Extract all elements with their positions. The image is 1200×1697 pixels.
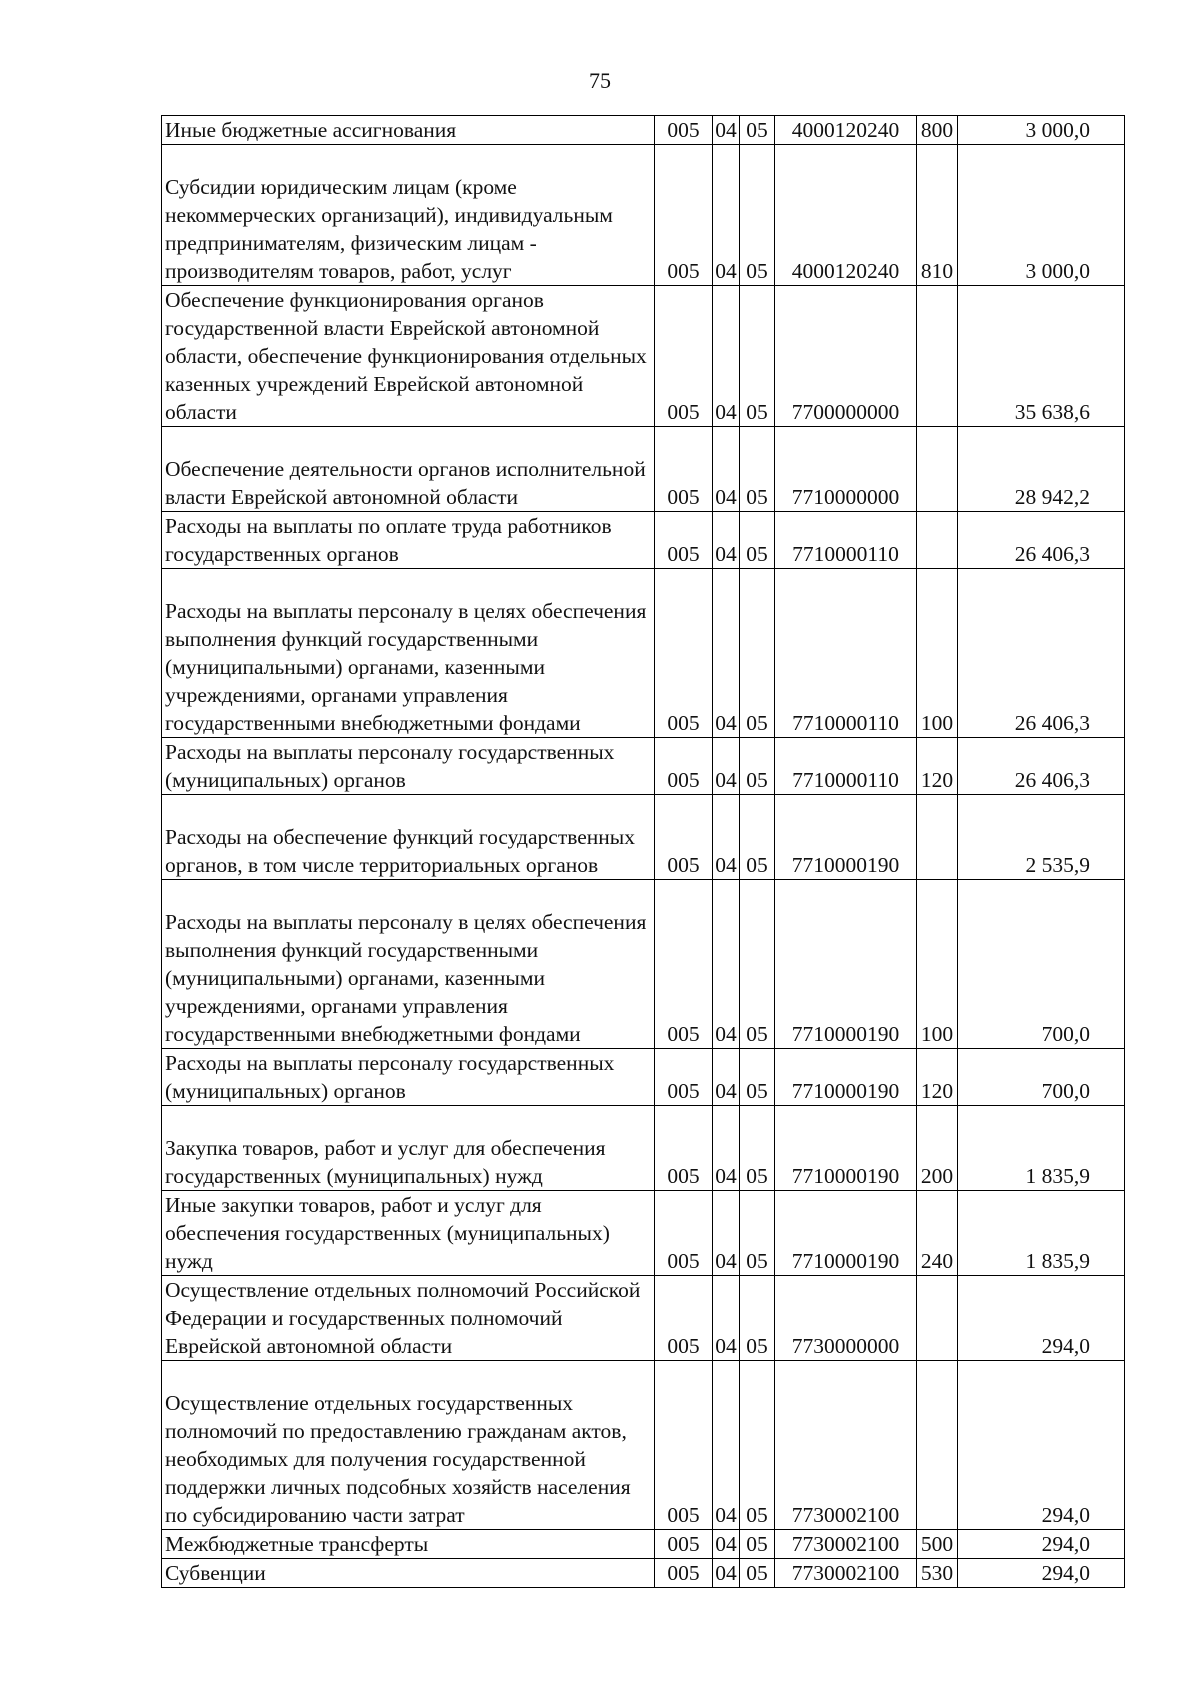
row-csr-code: 7710000190 <box>775 1106 917 1191</box>
table-row <box>162 569 1125 738</box>
row-csr-code: 7700000000 <box>775 286 917 427</box>
row-rz-code: 04 <box>713 738 740 795</box>
row-rz-code: 04 <box>713 1276 740 1361</box>
row-name: Расходы на выплаты персоналу государственных (муниципальных) органов <box>162 738 655 795</box>
table-row <box>162 1191 1125 1276</box>
row-pr-code: 05 <box>740 116 775 145</box>
row-vr-code <box>917 1361 958 1530</box>
row-pr-code: 05 <box>740 145 775 286</box>
row-amount: 3 000,0 <box>958 145 1125 286</box>
row-vr-code: 800 <box>917 116 958 145</box>
row-rz-code: 04 <box>713 880 740 1049</box>
row-csr-code: 7710000190 <box>775 1191 917 1276</box>
table-row <box>162 738 1125 795</box>
row-pr-code: 05 <box>740 1276 775 1361</box>
row-amount: 294,0 <box>958 1361 1125 1530</box>
row-name: Субсидии юридическим лицам (кроме некоммерческих организаций), индивидуальным предпринимателям, физическим лицам - производителям товаров, работ, услуг <box>162 145 655 286</box>
row-name: Осуществление отдельных полномочий Российской Федерации и государственных полномочий Еврейской автономной области <box>162 1276 655 1361</box>
row-gr-code: 005 <box>655 1530 713 1559</box>
row-rz-code: 04 <box>713 1106 740 1191</box>
row-amount: 26 406,3 <box>958 738 1125 795</box>
row-amount: 294,0 <box>958 1530 1125 1559</box>
row-rz-code: 04 <box>713 1559 740 1588</box>
row-csr-code: 7710000110 <box>775 512 917 569</box>
table-row <box>162 286 1125 427</box>
row-gr-code: 005 <box>655 1276 713 1361</box>
page-number: 75 <box>589 68 611 93</box>
row-rz-code: 04 <box>713 286 740 427</box>
row-vr-code: 120 <box>917 1049 958 1106</box>
row-csr-code: 7710000190 <box>775 880 917 1049</box>
row-vr-code: 500 <box>917 1530 958 1559</box>
table-row <box>162 880 1125 1049</box>
row-vr-code: 810 <box>917 145 958 286</box>
row-pr-code: 05 <box>740 1106 775 1191</box>
row-pr-code: 05 <box>740 880 775 1049</box>
row-amount: 26 406,3 <box>958 512 1125 569</box>
row-csr-code: 7730002100 <box>775 1530 917 1559</box>
row-gr-code: 005 <box>655 286 713 427</box>
table-row <box>162 1559 1125 1588</box>
row-pr-code: 05 <box>740 569 775 738</box>
row-gr-code: 005 <box>655 1106 713 1191</box>
table-row <box>162 512 1125 569</box>
row-gr-code: 005 <box>655 116 713 145</box>
row-vr-code: 200 <box>917 1106 958 1191</box>
row-csr-code: 4000120240 <box>775 116 917 145</box>
row-vr-code <box>917 286 958 427</box>
row-pr-code: 05 <box>740 286 775 427</box>
row-pr-code: 05 <box>740 1049 775 1106</box>
row-vr-code: 100 <box>917 880 958 1049</box>
row-name: Иные закупки товаров, работ и услуг для обеспечения государственных (муниципальных) нужд <box>162 1191 655 1276</box>
row-amount: 1 835,9 <box>958 1191 1125 1276</box>
row-name: Иные бюджетные ассигнования <box>162 116 655 145</box>
row-rz-code: 04 <box>713 795 740 880</box>
row-gr-code: 005 <box>655 145 713 286</box>
table-row <box>162 1276 1125 1361</box>
row-rz-code: 04 <box>713 427 740 512</box>
table-row <box>162 1530 1125 1559</box>
row-gr-code: 005 <box>655 795 713 880</box>
row-pr-code: 05 <box>740 512 775 569</box>
row-rz-code: 04 <box>713 145 740 286</box>
row-csr-code: 7730002100 <box>775 1361 917 1530</box>
table-row <box>162 427 1125 512</box>
row-rz-code: 04 <box>713 1361 740 1530</box>
row-gr-code: 005 <box>655 1049 713 1106</box>
row-name: Расходы на выплаты персоналу в целях обеспечения выполнения функций государственными (муниципальными) органами, казенными учреждениями, органами управления государственными внебюджетными фондами <box>162 880 655 1049</box>
row-gr-code: 005 <box>655 1361 713 1530</box>
row-name: Расходы на выплаты персоналу государственных (муниципальных) органов <box>162 1049 655 1106</box>
row-name: Субвенции <box>162 1559 655 1588</box>
row-csr-code: 7710000190 <box>775 795 917 880</box>
row-pr-code: 05 <box>740 1530 775 1559</box>
row-name: Закупка товаров, работ и услуг для обеспечения государственных (муниципальных) нужд <box>162 1106 655 1191</box>
row-amount: 26 406,3 <box>958 569 1125 738</box>
row-csr-code: 7710000000 <box>775 427 917 512</box>
row-vr-code: 530 <box>917 1559 958 1588</box>
row-name: Расходы на выплаты персоналу в целях обеспечения выполнения функций государственными (муниципальными) органами, казенными учреждениями, органами управления государственными внебюджетными фондами <box>162 569 655 738</box>
row-rz-code: 04 <box>713 1049 740 1106</box>
row-pr-code: 05 <box>740 1361 775 1530</box>
row-gr-code: 005 <box>655 427 713 512</box>
row-csr-code: 7710000110 <box>775 738 917 795</box>
budget-table <box>161 115 1125 1588</box>
row-csr-code: 7710000190 <box>775 1049 917 1106</box>
row-amount: 3 000,0 <box>958 116 1125 145</box>
row-name: Обеспечение функционирования органов государственной власти Еврейской автономной области, обеспечение функционирования отдельных казенных учреждений Еврейской автономной области <box>162 286 655 427</box>
row-vr-code: 240 <box>917 1191 958 1276</box>
row-name: Межбюджетные трансферты <box>162 1530 655 1559</box>
row-amount: 35 638,6 <box>958 286 1125 427</box>
row-csr-code: 7730002100 <box>775 1559 917 1588</box>
row-amount: 28 942,2 <box>958 427 1125 512</box>
row-pr-code: 05 <box>740 795 775 880</box>
row-rz-code: 04 <box>713 116 740 145</box>
row-rz-code: 04 <box>713 569 740 738</box>
row-vr-code <box>917 427 958 512</box>
row-amount: 700,0 <box>958 1049 1125 1106</box>
row-pr-code: 05 <box>740 427 775 512</box>
row-gr-code: 005 <box>655 738 713 795</box>
table-row <box>162 795 1125 880</box>
row-csr-code: 7710000110 <box>775 569 917 738</box>
row-pr-code: 05 <box>740 1559 775 1588</box>
row-gr-code: 005 <box>655 880 713 1049</box>
row-vr-code <box>917 1276 958 1361</box>
row-gr-code: 005 <box>655 569 713 738</box>
table-row <box>162 145 1125 286</box>
row-vr-code: 100 <box>917 569 958 738</box>
row-amount: 294,0 <box>958 1559 1125 1588</box>
row-amount: 2 535,9 <box>958 795 1125 880</box>
row-gr-code: 005 <box>655 512 713 569</box>
table-row <box>162 1049 1125 1106</box>
row-amount: 700,0 <box>958 880 1125 1049</box>
row-gr-code: 005 <box>655 1559 713 1588</box>
row-pr-code: 05 <box>740 1191 775 1276</box>
row-csr-code: 4000120240 <box>775 145 917 286</box>
row-name: Обеспечение деятельности органов исполнительной власти Еврейской автономной области <box>162 427 655 512</box>
row-gr-code: 005 <box>655 1191 713 1276</box>
row-rz-code: 04 <box>713 1530 740 1559</box>
row-vr-code <box>917 795 958 880</box>
row-name: Расходы на выплаты по оплате труда работников государственных органов <box>162 512 655 569</box>
row-csr-code: 7730000000 <box>775 1276 917 1361</box>
row-vr-code <box>917 512 958 569</box>
row-pr-code: 05 <box>740 738 775 795</box>
row-rz-code: 04 <box>713 1191 740 1276</box>
budget-table-body <box>162 116 1125 1588</box>
row-amount: 1 835,9 <box>958 1106 1125 1191</box>
row-vr-code: 120 <box>917 738 958 795</box>
table-row <box>162 116 1125 145</box>
row-name: Расходы на обеспечение функций государственных органов, в том числе территориальных органов <box>162 795 655 880</box>
row-name: Осуществление отдельных государственных полномочий по предоставлению гражданам актов, необходимых для получения государственной поддержки личных подсобных хозяйств населения по субсидированию части затрат <box>162 1361 655 1530</box>
table-row <box>162 1361 1125 1530</box>
row-rz-code: 04 <box>713 512 740 569</box>
row-amount: 294,0 <box>958 1276 1125 1361</box>
table-row <box>162 1106 1125 1191</box>
